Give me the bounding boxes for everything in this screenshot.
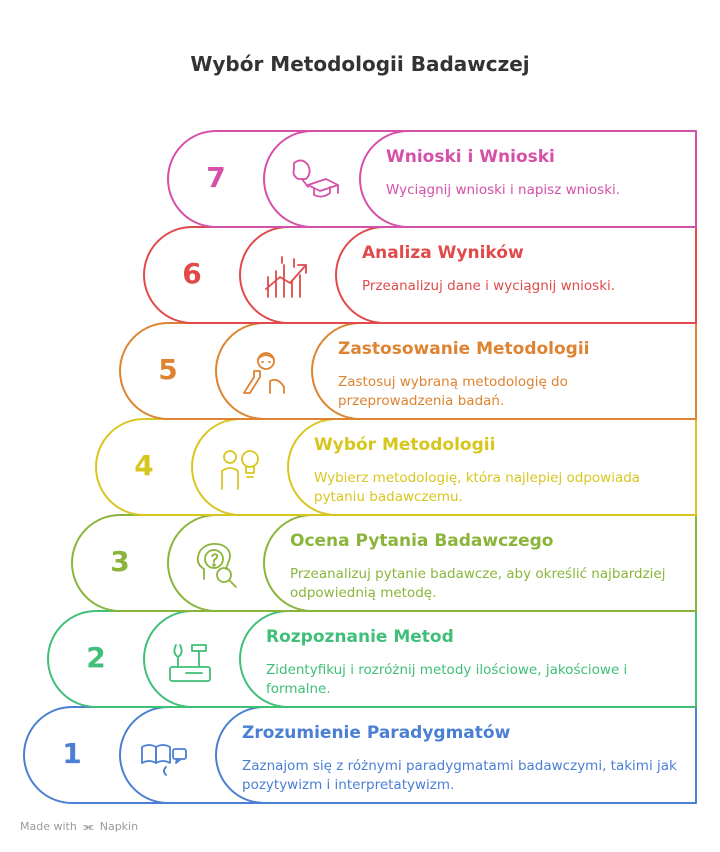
- scientist-flask-icon-stroke: [244, 371, 260, 393]
- thinker-graduation-cap-icon: [294, 160, 339, 196]
- step-7: [168, 131, 696, 227]
- step-description: Zidentyfikuj i rozróżnij metody ilościowe, jakościowe i formalne.: [266, 662, 628, 697]
- thinker-graduation-cap-icon-stroke: [308, 179, 338, 191]
- head-question-magnifier-icon-stroke: [212, 554, 217, 562]
- head-question-magnifier-icon: [198, 544, 236, 587]
- toolbox-icon-stroke: [192, 645, 206, 651]
- thinker-graduation-cap-icon-stroke: [294, 160, 310, 179]
- footer-credit: [20, 820, 138, 834]
- footer-made-with: Made with: [20, 820, 77, 833]
- step-heading: Ocena Pytania Badawczego: [290, 531, 554, 551]
- book-chat-icon-stroke: [142, 745, 156, 763]
- person-lightbulb-icon-stroke: [222, 468, 238, 489]
- text-box: [360, 131, 696, 227]
- number-pill: [144, 227, 288, 323]
- step-number: 7: [206, 161, 226, 194]
- number-pill: [120, 323, 264, 419]
- page-title: Wybór Metodologii Badawczej: [190, 52, 530, 76]
- step-number: 2: [86, 641, 106, 674]
- icon-box: [240, 227, 384, 323]
- toolbox-icon: [170, 645, 210, 681]
- text-box: [336, 227, 696, 323]
- number-pill: [96, 419, 240, 515]
- step-description: Przeanalizuj pytanie badawcze, aby określić najbardziej odpowiednią metodę.: [290, 566, 666, 601]
- book-chat-icon-stroke: [156, 745, 170, 763]
- step-number: 6: [182, 257, 202, 290]
- book-chat-icon-stroke: [164, 767, 166, 775]
- step-number: 5: [158, 353, 178, 386]
- number-pill: [48, 611, 192, 707]
- step-heading: Rozpoznanie Metod: [266, 627, 454, 647]
- icon-box: [264, 131, 408, 227]
- toolbox-icon-stroke: [170, 667, 210, 681]
- scientist-flask-icon-stroke: [270, 380, 284, 393]
- person-lightbulb-icon: [222, 451, 258, 489]
- step-6: [144, 227, 696, 323]
- step-description: Zaznajom się z różnymi paradygmatami badawczymi, takimi jak pozytywizm i interpretatywizm.: [242, 758, 677, 793]
- chart-trend-up-icon-stroke: [268, 265, 300, 297]
- step-number: 1: [62, 737, 82, 770]
- head-question-magnifier-icon-stroke: [213, 564, 215, 566]
- step-heading: Zastosowanie Metodologii: [338, 339, 590, 359]
- step-heading: Wybór Metodologii: [314, 435, 496, 455]
- napkin-logo-icon: ⫘: [83, 820, 94, 833]
- step-description: Zastosuj wybraną metodologię do przeprowadzenia badań.: [338, 374, 568, 409]
- step-heading: Zrozumienie Paradygmatów: [242, 723, 511, 743]
- step-number: 3: [110, 545, 130, 578]
- toolbox-icon-stroke: [174, 645, 181, 667]
- step-heading: Wnioski i Wnioski: [386, 147, 555, 167]
- person-lightbulb-icon-stroke: [224, 451, 236, 463]
- head-question-magnifier-icon-stroke: [229, 580, 236, 587]
- step-description: Wyciągnij wnioski i napisz wnioski.: [386, 182, 621, 198]
- number-pill: [168, 131, 312, 227]
- step-number: 4: [134, 449, 154, 482]
- step-description: Przeanalizuj dane i wyciągnij wnioski.: [362, 278, 616, 294]
- person-lightbulb-icon-stroke: [242, 451, 258, 467]
- footer-brand: Napkin: [99, 820, 139, 833]
- chart-trend-up-icon: [266, 257, 306, 297]
- thinker-graduation-cap-icon-stroke: [302, 179, 308, 187]
- scientist-flask-icon: [244, 353, 284, 393]
- step-heading: Analiza Wyników: [362, 243, 524, 263]
- number-pill: [24, 707, 168, 803]
- step-description: Wybierz metodologię, która najlepiej odpowiada pytaniu badawczemu.: [314, 470, 641, 505]
- number-pill: [72, 515, 216, 611]
- book-chat-icon: [142, 745, 186, 775]
- book-chat-icon-stroke: [173, 749, 186, 759]
